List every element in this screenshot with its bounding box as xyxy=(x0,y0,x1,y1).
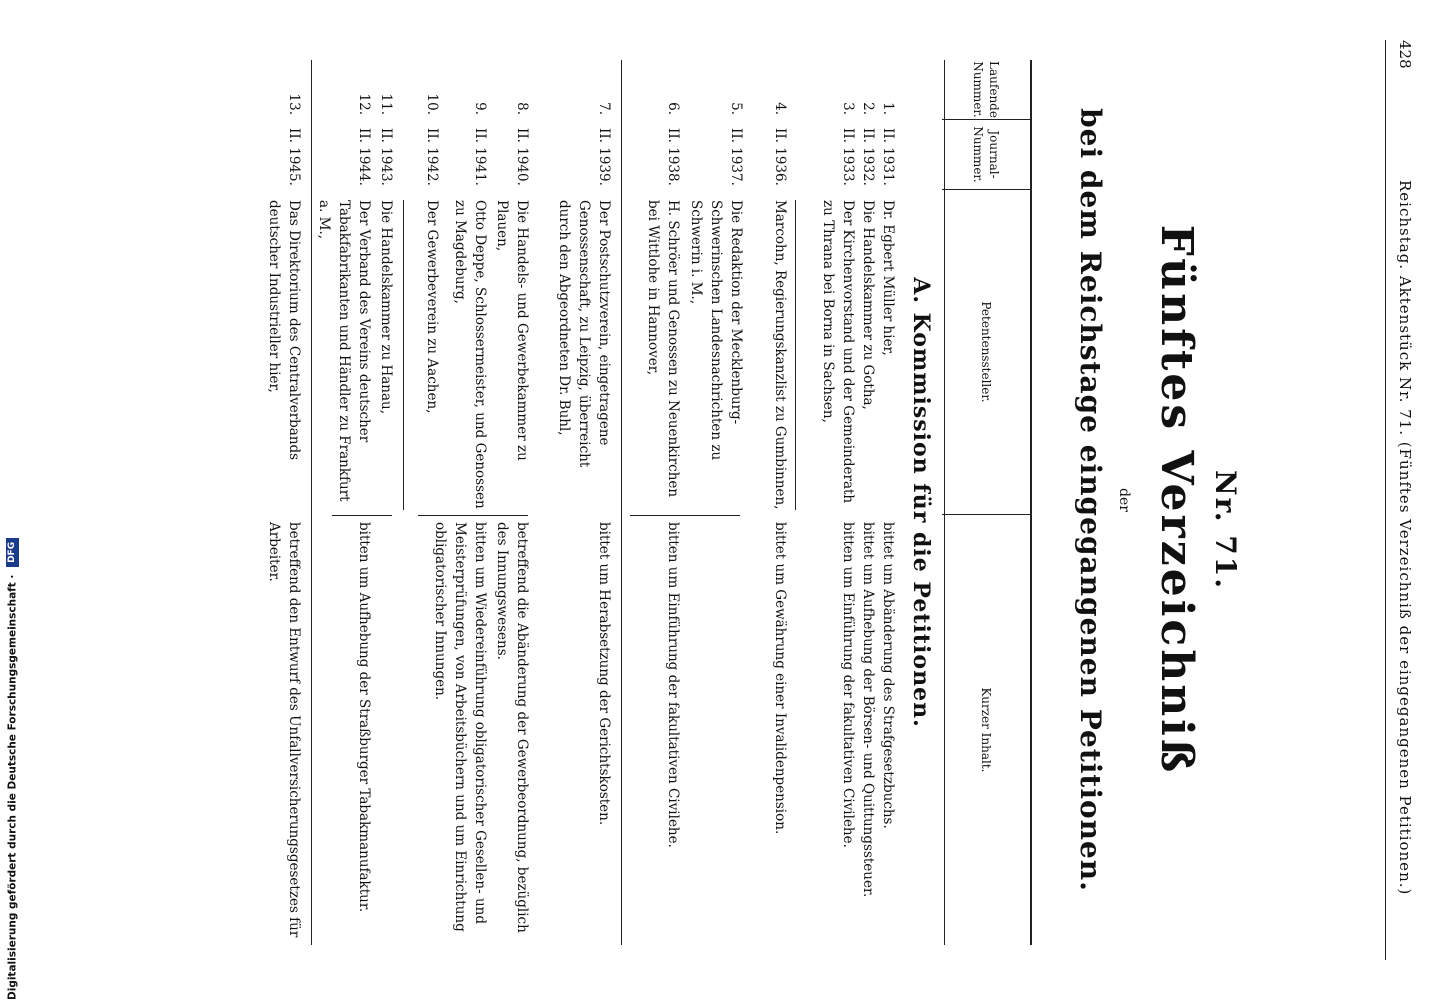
row-number: 3. xyxy=(840,102,856,115)
petitioner: Der Kirchenvorstand und der Gemeinderath zu Thrana bei Borna in Sachsen, xyxy=(820,200,856,504)
section-heading: A. Kommission für die Petitionen. xyxy=(908,277,934,728)
petitioner: Die Handelskammer zu Gotha, xyxy=(860,200,876,410)
row-divider xyxy=(621,60,622,945)
row-number: 7. xyxy=(596,102,612,115)
journal-number: II. 1931. xyxy=(880,128,896,186)
row-number: 6. xyxy=(665,102,681,115)
row-number: 5. xyxy=(728,102,744,115)
content: bittet um Aufhebung der Börsen- und Quittungssteuer. xyxy=(860,522,876,898)
credit-label: Digitalisierung gefördert durch die Deutsche Forschungsgemeinschaft xyxy=(6,582,19,1000)
petitioner: Das Direktorium des Centralverbands deutscher Industrieller hier, xyxy=(266,200,302,461)
journal-number: II. 1944. xyxy=(356,128,372,186)
content: betreffend den Entwurf des Unfallversicherungsgesetzes für Arbeiter. xyxy=(266,522,302,938)
running-head-text: Reichstag. Aktenstück Nr. 71. (Fünftes Verzeichniß der eingegangenen Petitionen.) xyxy=(1396,180,1414,896)
journal-number: II. 1939. xyxy=(596,128,612,186)
row-divider xyxy=(311,60,312,945)
brace-line xyxy=(332,515,392,516)
content: bittet um Abänderung des Strafgesetzbuchs. xyxy=(880,522,896,829)
row-divider xyxy=(795,200,796,510)
running-head xyxy=(1388,40,1414,940)
content: bitten um Wiedereinführung obligatorischer Gesellen- und Meisterprüfungen, von Arbeitsbüchern und um Einrichtung obligatorischer Innungen. xyxy=(432,522,488,932)
content: bitten um Aufhebung der Straßburger Tabakmanufaktur. xyxy=(356,522,372,913)
dfg-logo: DFG xyxy=(6,538,19,567)
petitioner: Die Redaktion der Mecklenburg-Schwerinschen Landesnachrichten zu Schwerin i. M., xyxy=(688,200,744,461)
journal-number: II. 1943. xyxy=(378,128,394,186)
journal-number: II. 1945. xyxy=(286,128,302,186)
header-petent: Petentenssteller. xyxy=(942,190,1030,515)
row-number: 10. xyxy=(424,93,440,115)
content: bittet um Gewährung einer Invalidenpension. xyxy=(772,522,788,835)
header-journal-nummer: Journal-Nummer. xyxy=(942,120,1030,190)
journal-number: II. 1940. xyxy=(514,128,530,186)
row-number: 4. xyxy=(772,102,788,115)
brace-line xyxy=(418,515,528,516)
journal-number: II. 1938. xyxy=(665,128,681,186)
petitioner: Der Postschutzverein, eingetragene Genossenschaft, zu Leipzig, überreicht durch den Abgeordneten Dr. Buhl, xyxy=(556,200,612,468)
journal-number: II. 1932. xyxy=(860,128,876,186)
petitioner: Der Verband des Vereins deutscher Tabakfabrikanten und Händler zu Frankfurt a. M., xyxy=(316,200,372,502)
header-rule xyxy=(1385,40,1386,960)
credit-text: Digitalisierung gefördert durch die Deutsche Forschungsgemeinschaft · DFG xyxy=(6,605,20,1000)
journal-number: II. 1936. xyxy=(772,128,788,186)
table-header xyxy=(944,60,1032,945)
digitization-credit xyxy=(6,541,20,1000)
row-number: 9. xyxy=(472,102,488,115)
page-title: Fünftes Verzeichniß xyxy=(1151,224,1202,776)
page-number: 428 xyxy=(1396,40,1414,69)
journal-number: II. 1941. xyxy=(472,128,488,186)
document-number: Nr. 71. xyxy=(1209,470,1242,590)
row-divider xyxy=(403,200,404,510)
journal-number: II. 1937. xyxy=(728,128,744,186)
petitioner: Der Gewerbeverein zu Aachen, xyxy=(424,200,440,414)
petitioner: H. Schröer und Genossen zu Neuenkirchen bei Wittlohe in Hannover, xyxy=(645,200,681,498)
petitions-table xyxy=(266,60,1032,945)
journal-number: II. 1933. xyxy=(840,128,856,186)
content: bitten um Einführung der fakultativen Civilehe. xyxy=(665,522,681,848)
petitioner: Die Handels- und Gewerbekammer zu Plauen, xyxy=(494,200,530,461)
petitioner: Dr. Egbert Müller hier, xyxy=(880,200,896,356)
journal-number: II. 1942. xyxy=(424,128,440,186)
content: betreffend die Abänderung der Gewerbeordnung, bezüglich des Innungswesens. xyxy=(494,522,530,933)
content: bittet um Herabsetzung der Gerichtskosten. xyxy=(596,522,612,826)
page-subtitle: bei dem Reichstage eingegangenen Petitionen. xyxy=(1074,108,1107,892)
title-connector: der xyxy=(1116,488,1132,512)
brace-line xyxy=(630,515,740,516)
row-number: 2. xyxy=(860,102,876,115)
row-number: 8. xyxy=(514,102,530,115)
petitioner: Die Handelskammer zu Hanau, xyxy=(378,200,394,415)
content: bitten um Einführung der fakultativen Civilehe. xyxy=(840,522,856,848)
row-number: 13. xyxy=(286,93,302,115)
row-number: 11. xyxy=(378,93,394,115)
header-laufende-nummer: Laufende Nummer. xyxy=(942,60,1030,120)
header-inhalt: Kurzer Inhalt. xyxy=(979,687,994,773)
row-number: 12. xyxy=(356,93,372,115)
petitioner: Marcohn, Regierungskanzlist zu Gumbinnen, xyxy=(772,200,788,510)
row-number: 1. xyxy=(880,102,896,115)
petitioner: Otto Deppe, Schlossermeister, und Genossen zu Magdeburg, xyxy=(452,200,488,509)
